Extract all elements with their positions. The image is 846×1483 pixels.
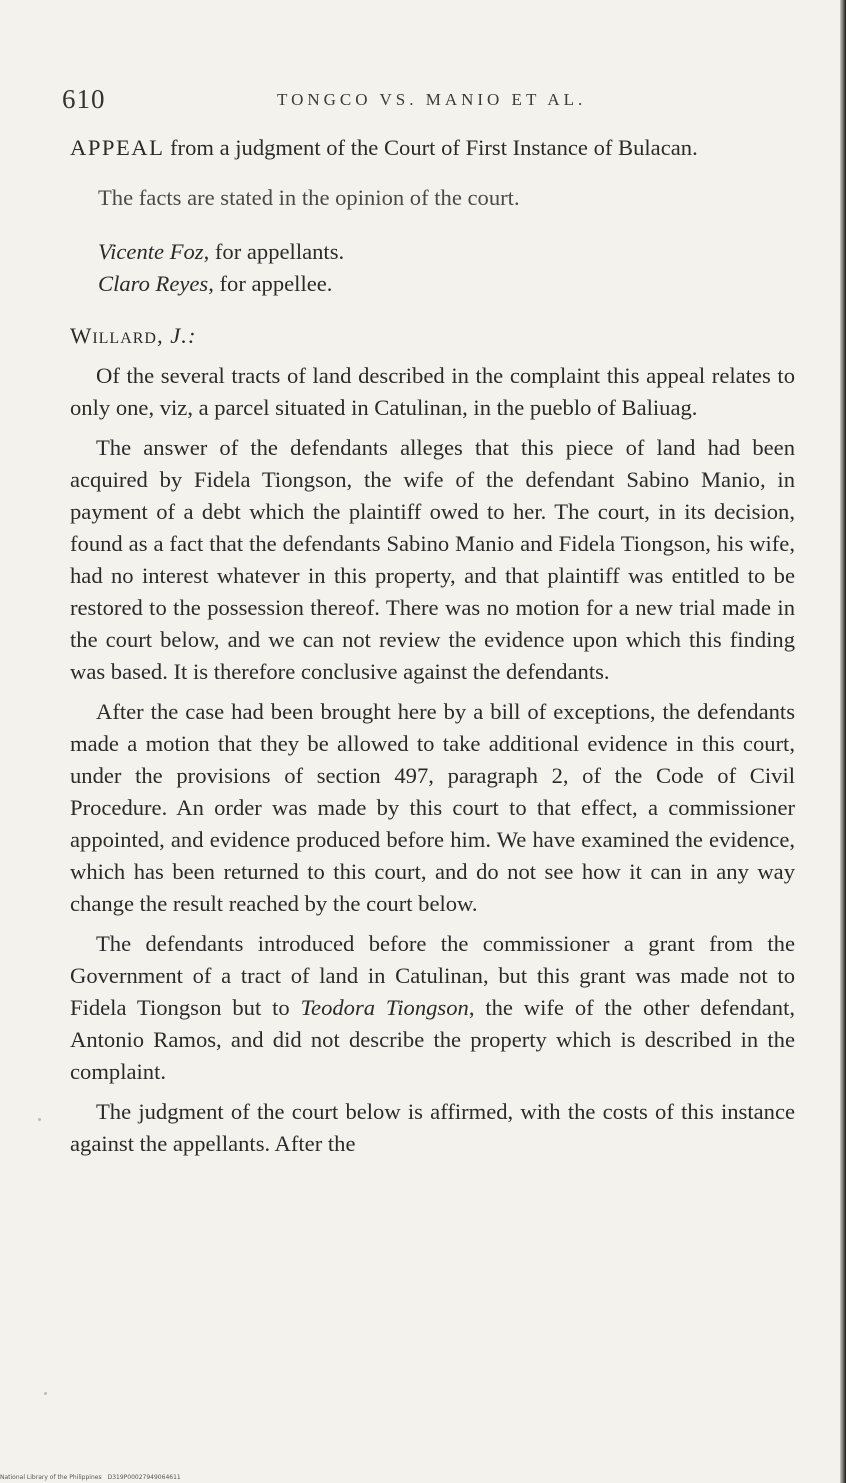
paragraph-3: After the case had been brought here by a bill of exceptions, the defendants made a motion that they be allowed to take additional evidence in this court, under the provisions of section 497, paragraph 2, of the Code of Civil Procedure. An order was made by this court to that effect, a commissioner appointed, and evidence produced before him. We have examined the evidence, which has been returned to this court, and do not see how it can in any way change the result reached by the court below. bbox=[70, 699, 795, 916]
page-number: 610 bbox=[62, 84, 106, 114]
paragraph-2: The answer of the defendants alleges that this piece of land had been acquired by Fidela Tiongson, the wife of the defendant Sabino Manio, in payment of a debt which the plaintiff owed to her. The court, in its decision, found as a fact that the defendants Sabino Manio and Fidela Tiongson, his wife, had no interest whatever in this property, and that plaintiff was entitled to be restored to the possession thereof. There was no motion for a new trial made in the court below, and we can not review the evidence upon which this finding was based. It is therefore conclusive against the defendants. bbox=[70, 435, 795, 684]
counsel-name: Claro Reyes bbox=[98, 271, 209, 296]
footer-id: D319P00027949064611 bbox=[107, 1474, 181, 1481]
counsel-role: , for appellants. bbox=[203, 239, 345, 264]
facts-statement: The facts are stated in the opinion of the court. bbox=[98, 185, 520, 210]
counsel-appellants bbox=[98, 236, 795, 268]
paragraph-4-text: The defendants introduced before the commissioner a grant from the Government of a tract of land in Catulinan, but this grant was made not to Fidela Tiongson but to bbox=[70, 931, 795, 1020]
syllabus-rest: from a judgment of the Court of First Instance of Bulacan. bbox=[164, 135, 698, 160]
paragraph-5: The judgment of the court below is affirmed, with the costs of this instance against the appellants. After the bbox=[70, 1099, 795, 1156]
scan-speck bbox=[38, 1118, 41, 1121]
paragraph-4 bbox=[70, 928, 795, 1088]
footer-library: National Library of the Philippines bbox=[0, 1474, 102, 1481]
counsel-name: Vicente Foz bbox=[98, 239, 204, 264]
body-text bbox=[70, 132, 795, 1160]
page-edge-shadow bbox=[840, 0, 846, 1483]
counsel-block bbox=[70, 236, 795, 300]
syllabus bbox=[70, 132, 795, 164]
judge-line bbox=[70, 320, 795, 352]
judge-suffix: , J.: bbox=[156, 323, 197, 348]
judge-name: Willard bbox=[70, 323, 157, 348]
paragraph-4-text-end: , the wife of the other defendant, Antonio Ramos, and did not describe the property which is described in the complaint. bbox=[70, 995, 795, 1084]
paragraph-1: Of the several tracts of land described in the complaint this appeal relates to only one, viz, a parcel situated in Catulinan, in the pueblo of Baliuag. bbox=[70, 363, 795, 420]
paragraph-4-italic: Teodora Tiongson bbox=[300, 995, 469, 1020]
scan-speck bbox=[44, 1392, 47, 1395]
running-head: TONGCO VS. MANIO ET AL. bbox=[277, 90, 587, 109]
scan-footer bbox=[0, 1474, 187, 1481]
counsel-appellee bbox=[98, 268, 795, 300]
page-header bbox=[62, 84, 802, 124]
counsel-role: , for appellee. bbox=[208, 271, 333, 296]
syllabus-lead: APPEAL bbox=[70, 135, 165, 160]
